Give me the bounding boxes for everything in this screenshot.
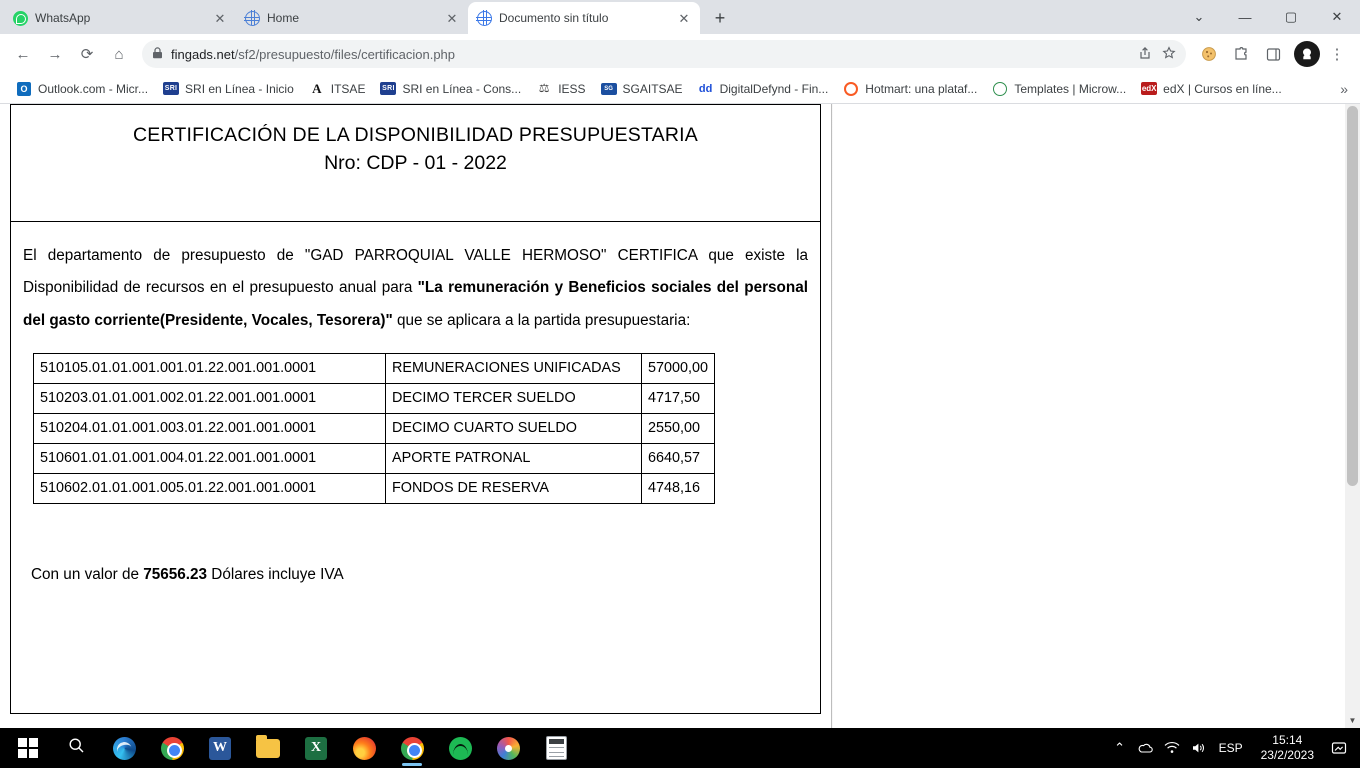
document-body-box: [10, 222, 821, 714]
bookmark-sri-consultas[interactable]: [374, 78, 527, 100]
calculator-icon: [546, 736, 567, 760]
taskbar-calculator[interactable]: [532, 728, 580, 768]
firefox-icon: [353, 737, 376, 760]
taskbar-excel[interactable]: [292, 728, 340, 768]
bookmark-label: SGAITSAE: [622, 81, 683, 96]
total-prefix: Con un valor de: [31, 566, 144, 584]
word-icon: W: [209, 737, 231, 760]
language-indicator[interactable]: ESP: [1218, 741, 1243, 755]
omnibox-icons: [1138, 46, 1176, 63]
windows-logo-icon: [18, 738, 39, 759]
tab-documento-sin-titulo[interactable]: [468, 2, 700, 34]
bookmark-label: ITSAE: [330, 81, 366, 96]
url-text: [171, 47, 1130, 62]
tab-title: WhatsApp: [35, 11, 91, 25]
total-value: 75656.23: [143, 566, 208, 584]
lock-icon: [152, 47, 163, 62]
document-header-box: [10, 104, 821, 222]
address-bar[interactable]: [142, 40, 1186, 68]
volume-icon[interactable]: [1185, 728, 1211, 768]
edge-icon: [113, 737, 136, 760]
spotify-icon: [449, 737, 472, 760]
table-row: [34, 354, 715, 384]
bookmark-label: IESS: [558, 81, 586, 96]
paragraph-part-2: que se aplicara a la partida presupuestaria:: [392, 311, 691, 329]
maximize-button[interactable]: ▢: [1284, 9, 1298, 24]
bookmarks-overflow-icon[interactable]: »: [1340, 80, 1348, 97]
back-icon[interactable]: ←: [15, 45, 31, 63]
bookmark-label: SRI en Línea - Inicio: [185, 81, 294, 96]
sgaitsae-icon: SG: [601, 81, 617, 97]
bookmark-label: DigitalDefynd - Fin...: [719, 81, 829, 96]
tray-chevron-icon[interactable]: ⌃: [1114, 740, 1126, 755]
onedrive-icon[interactable]: [1133, 728, 1159, 768]
paint-icon: [497, 737, 520, 760]
clock-time: 15:14: [1272, 733, 1303, 747]
clock-date: 23/2/2023: [1260, 748, 1314, 762]
digitaldefynd-icon: dd: [698, 82, 713, 95]
new-tab-button[interactable]: +: [714, 8, 726, 28]
notifications-icon[interactable]: [1324, 728, 1354, 768]
whatsapp-icon: [12, 10, 28, 26]
taskbar-apps: [0, 728, 580, 768]
windows-taskbar: [0, 728, 1360, 768]
bookmark-sri-inicio[interactable]: [157, 78, 300, 100]
tab-whatsapp[interactable]: [4, 2, 236, 34]
table-row: [34, 444, 715, 474]
bookmark-label: edX | Cursos en líne...: [1163, 81, 1282, 96]
item-amount: 2550,00: [642, 414, 715, 444]
taskbar-edge[interactable]: [100, 728, 148, 768]
budget-items-table: [33, 353, 715, 504]
item-description: APORTE PATRONAL: [386, 444, 642, 474]
item-amount: 57000,00: [642, 354, 715, 384]
browser-toolbar: [0, 34, 1360, 74]
tab-title: Home: [267, 11, 300, 25]
page-edge-shadow: [831, 104, 833, 728]
tab-search-icon[interactable]: ⌄: [1193, 9, 1205, 24]
reload-icon[interactable]: ⟳: [80, 46, 94, 63]
certification-document: [0, 104, 832, 728]
cookie-icon[interactable]: [1194, 39, 1224, 69]
paragraph-highlight: "La remuneración y Beneficios sociales del personal del gasto corriente(Presidente, Vocales, Tesorera)": [23, 279, 808, 329]
item-code: 510105.01.01.001.001.01.22.001.001.0001: [34, 354, 386, 384]
sri-icon: SRI: [163, 81, 179, 97]
item-code: 510204.01.01.001.003.01.22.001.001.0001: [34, 414, 386, 444]
vertical-scrollbar[interactable]: [1345, 104, 1360, 728]
outlook-icon: O: [16, 81, 32, 97]
puzzle-icon[interactable]: [1226, 39, 1256, 69]
item-code: 510602.01.01.001.005.01.22.001.001.0001: [34, 474, 386, 504]
close-icon[interactable]: ✕: [678, 10, 690, 26]
side-panel-icon[interactable]: [1258, 39, 1288, 69]
search-icon: [68, 737, 85, 759]
excel-icon: X: [305, 737, 327, 760]
bookmark-label: Hotmart: una plataf...: [865, 81, 978, 96]
close-icon[interactable]: ✕: [446, 10, 458, 26]
start-button[interactable]: [4, 728, 52, 768]
item-amount: 4717,50: [642, 384, 715, 414]
chrome-icon: [161, 737, 184, 760]
home-icon[interactable]: ⌂: [114, 45, 124, 63]
item-code: 510601.01.01.001.004.01.22.001.001.0001: [34, 444, 386, 474]
taskbar-search-button[interactable]: [52, 728, 100, 768]
bookmark-iess[interactable]: [530, 78, 591, 100]
item-amount: 6640,57: [642, 444, 715, 474]
certification-paragraph: [23, 240, 808, 337]
total-amount-line: [31, 566, 808, 584]
paragraph-part-1: El departamento de presupuesto de "GAD PARROQUIAL VALLE HERMOSO" CERTIFICA que existe la Disponibilidad de recursos en el presupuesto anual para: [23, 247, 808, 297]
taskbar-firefox[interactable]: [340, 728, 388, 768]
taskbar-chrome-active[interactable]: [388, 728, 436, 768]
scroll-down-icon[interactable]: ▼: [1348, 716, 1357, 725]
share-icon[interactable]: [1138, 46, 1152, 63]
bookmark-itsae[interactable]: [303, 78, 372, 100]
document-globe-icon: [476, 10, 492, 26]
scrollbar-thumb[interactable]: [1347, 106, 1358, 486]
table-row: [34, 474, 715, 504]
bookmark-edx[interactable]: [1135, 78, 1288, 100]
forward-icon[interactable]: →: [47, 45, 63, 63]
window-controls: [1176, 0, 1360, 34]
close-window-button[interactable]: ✕: [1331, 9, 1343, 24]
system-tray: [1107, 728, 1360, 768]
bookmark-star-icon[interactable]: [1162, 46, 1176, 63]
folder-icon: [256, 739, 280, 758]
url-host: fingads.net: [171, 46, 235, 62]
close-icon[interactable]: ✕: [214, 10, 226, 26]
bookmarks-bar: [0, 74, 1360, 104]
network-icon[interactable]: [1159, 728, 1185, 768]
globe-icon: [244, 10, 260, 26]
total-suffix: Dólares incluye IVA: [207, 566, 344, 584]
tab-home[interactable]: [236, 2, 468, 34]
page-content: [0, 104, 1360, 728]
bookmark-hotmart[interactable]: [837, 78, 983, 100]
bookmark-label: Templates | Microw...: [1014, 81, 1127, 96]
item-amount: 4748,16: [642, 474, 715, 504]
taskbar-chrome-shortcut[interactable]: [148, 728, 196, 768]
bookmark-digitaldefynd[interactable]: [692, 78, 835, 100]
table-row: [34, 414, 715, 444]
page-margin-area: [832, 104, 1360, 728]
item-description: FONDOS DE RESERVA: [386, 474, 642, 504]
templates-icon: [992, 81, 1008, 97]
sri-icon: SRI: [380, 81, 396, 97]
item-description: DECIMO CUARTO SUELDO: [386, 414, 642, 444]
bookmark-label: SRI en Línea - Cons...: [402, 81, 522, 96]
url-path: /sf2/presupuesto/files/certificacion.php: [234, 46, 456, 62]
chrome-icon: [401, 737, 424, 760]
profile-avatar[interactable]: [1294, 41, 1320, 67]
bookmark-templates[interactable]: [986, 78, 1132, 100]
bookmark-sgaitsae[interactable]: [595, 78, 689, 100]
item-code: 510203.01.01.001.002.01.22.001.001.0001: [34, 384, 386, 414]
bookmark-outlook[interactable]: [10, 78, 154, 100]
hotmart-icon: [843, 81, 859, 97]
item-description: REMUNERACIONES UNIFICADAS: [386, 354, 642, 384]
minimize-button[interactable]: —: [1238, 9, 1252, 25]
bookmark-label: Outlook.com - Micr...: [38, 81, 149, 96]
page-title: CERTIFICACIÓN DE LA DISPONIBILIDAD PRESUPUESTARIA: [133, 124, 698, 146]
clock[interactable]: [1251, 733, 1324, 763]
itsae-icon: A: [312, 80, 322, 96]
taskbar-file-explorer[interactable]: [244, 728, 292, 768]
iess-icon: ⚖: [538, 81, 550, 95]
taskbar-spotify[interactable]: [436, 728, 484, 768]
taskbar-paint[interactable]: [484, 728, 532, 768]
browser-menu-icon[interactable]: ⋮: [1329, 46, 1345, 63]
item-description: DECIMO TERCER SUELDO: [386, 384, 642, 414]
tab-title: Documento sin título: [499, 11, 609, 25]
tab-strip: [0, 0, 1360, 34]
edx-icon: edX: [1141, 84, 1157, 93]
document-number: Nro: CDP - 01 - 2022: [324, 152, 507, 175]
taskbar-word[interactable]: [196, 728, 244, 768]
table-row: [34, 384, 715, 414]
